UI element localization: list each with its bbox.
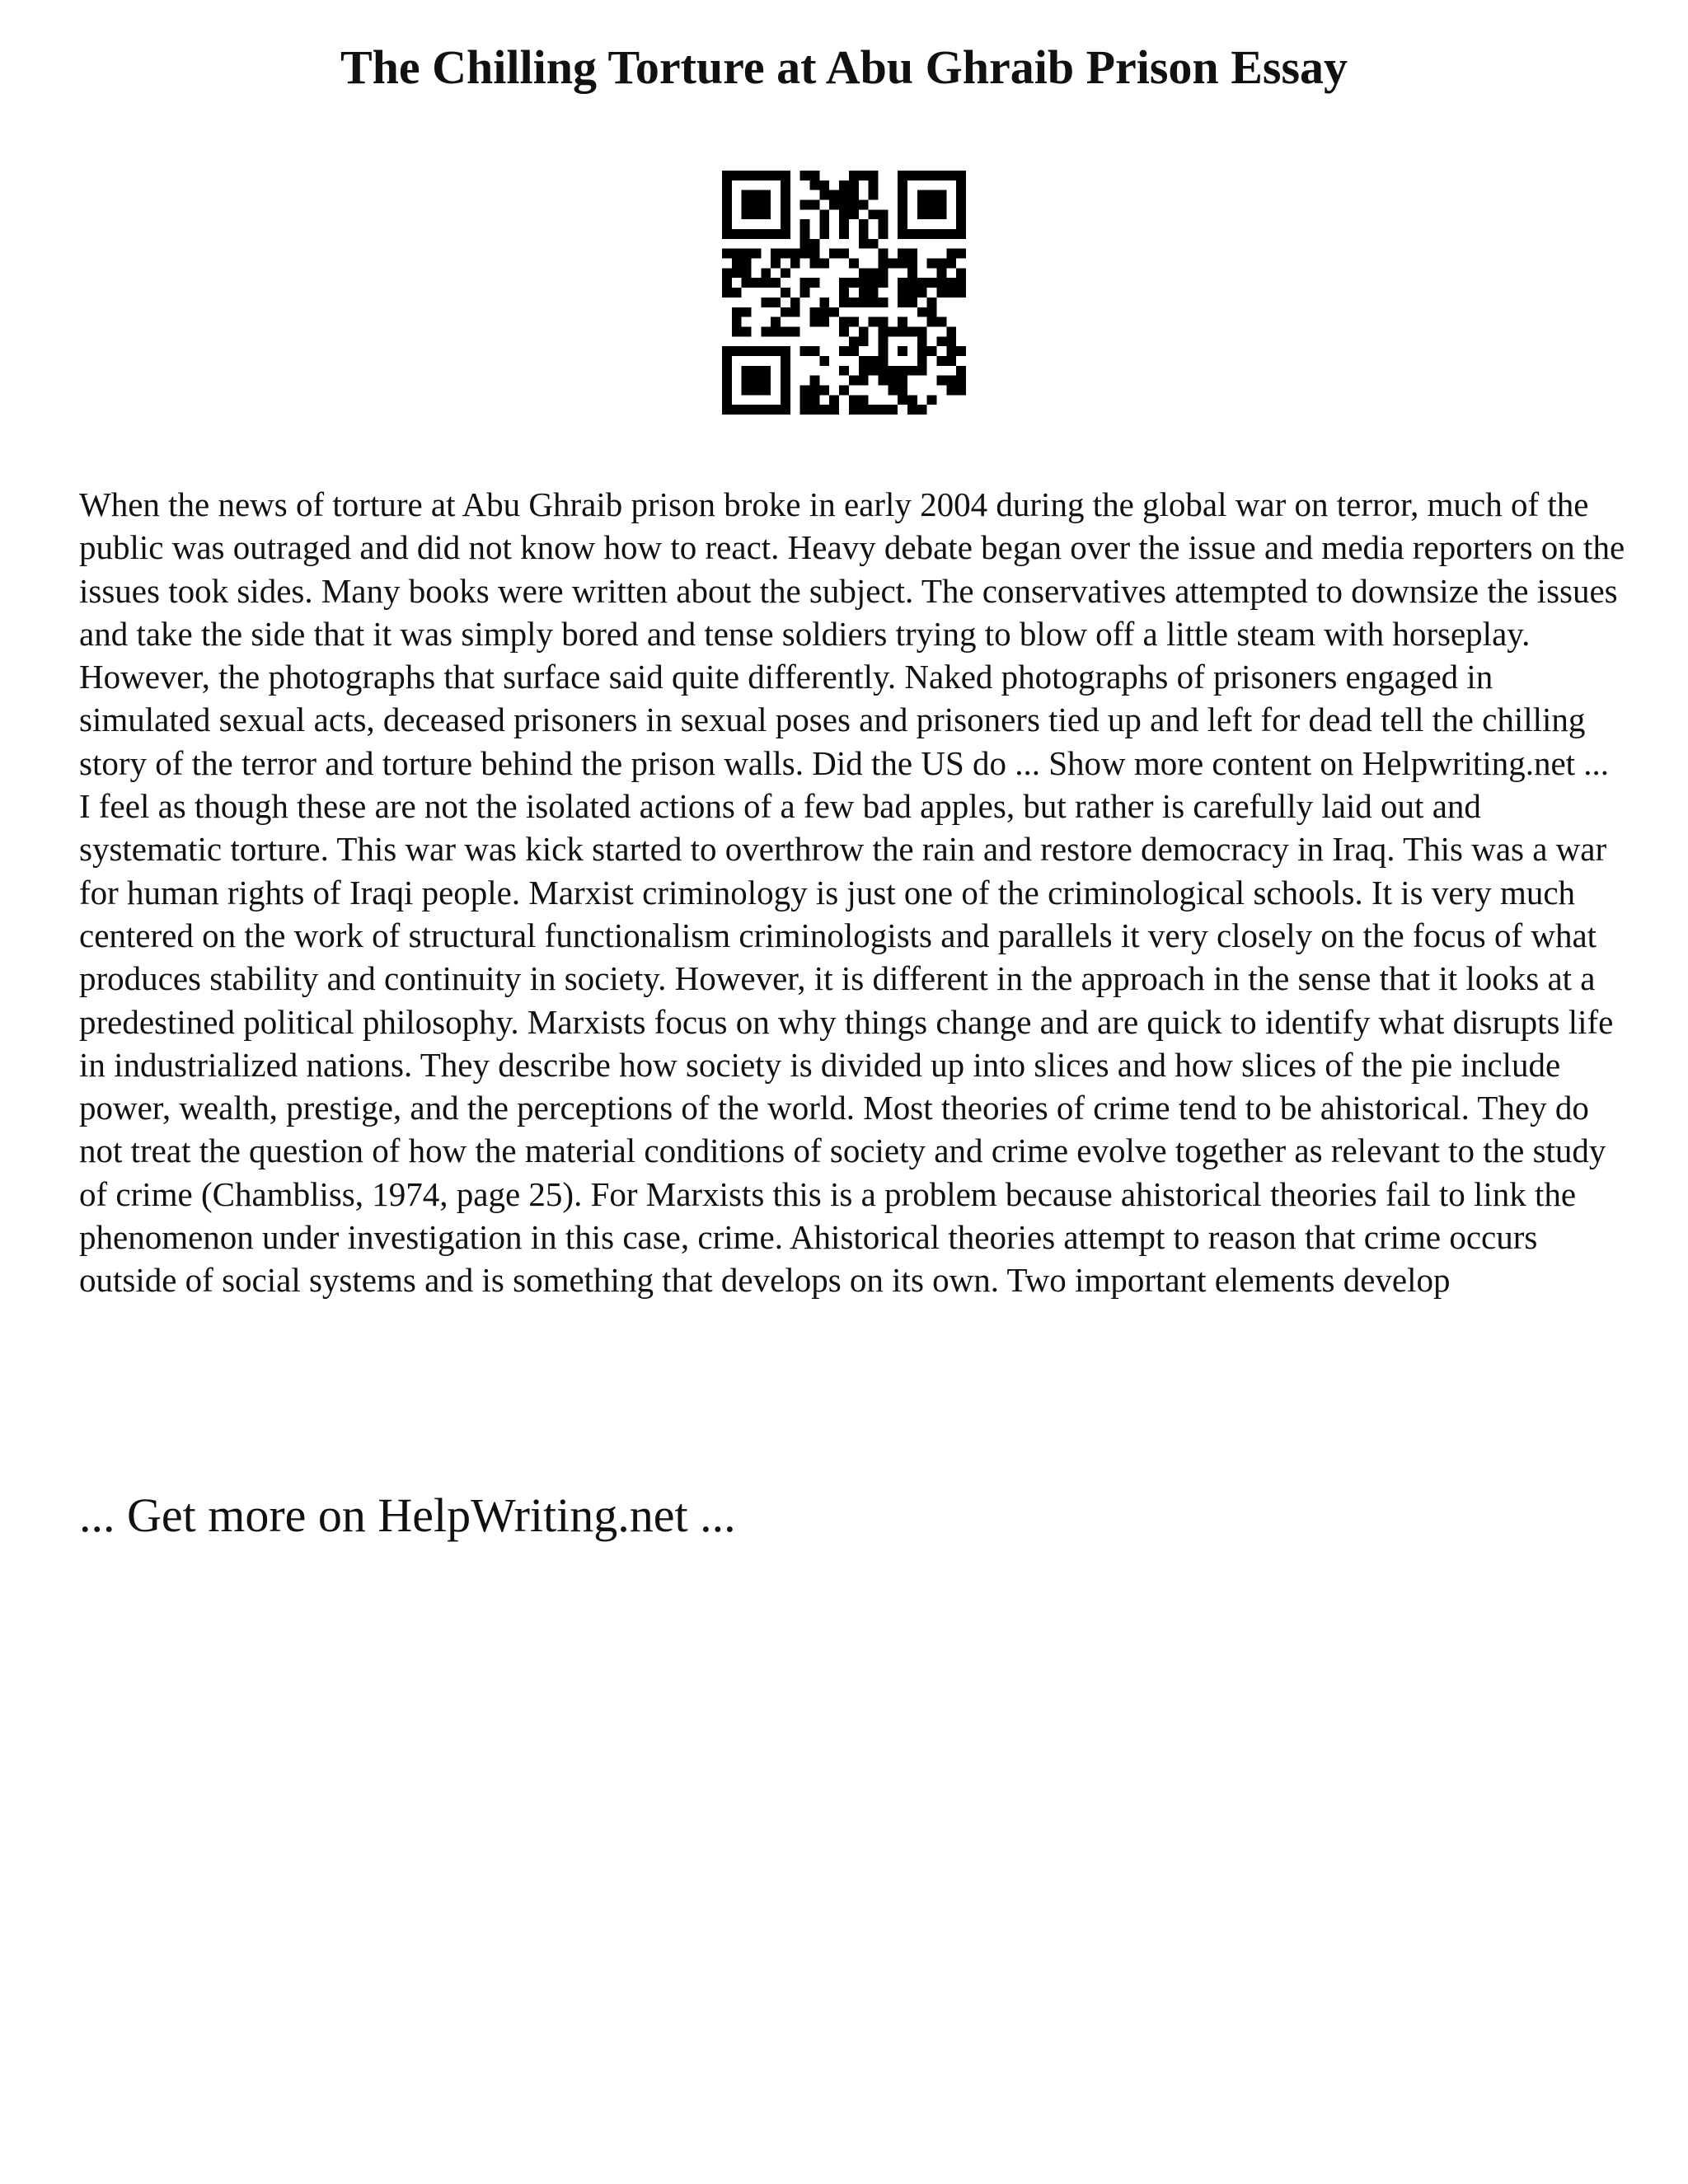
page-title: The Chilling Torture at Abu Ghraib Prison Essay [340,40,1348,94]
essay-paragraph-2: I feel as though these are not the isolated actions of a few bad apples, but rather is carefully laid out and systematic torture. This war was kick started to overthrow the rain and restore democracy in Iraq. This was a war for human rights of Iraqi people. Marxist criminology is just one of the criminological schools. It is very much centered on the work of structural functionalism criminologists and parallels it very closely on the focus of what produces stability and continuity in society. However, it is different in the approach in the sense that it looks at a predestined political philosophy. Marxists focus on why things change and are quick to identify what disrupts life in industrialized nations. They describe how society is divided up into slices and how slices of the pie include power, wealth, prestige, and the perceptions of the world. Most theories of crime tend to be ahistorical. They do not treat the question of how the material conditions of society and crime evolve together as relevant to the study of crime (Chambliss, 1974, page 25). For Marxists this is a problem because ahistorical theories fail to link the phenomenon under investigation in this case, crime. Ahistorical theories attempt to reason that crime occurs outside of social systems and is something that develops on its own. Two important elements develop [79,787,1614,1300]
essay-body [79,483,1629,1302]
qr-code-icon [722,171,966,415]
get-more-link[interactable]: ... Get more on HelpWriting.net ... [79,1488,736,1542]
essay-paragraph-1: When the news of torture at Abu Ghraib prison broke in early 2004 during the global war on terror, much of the public was outraged and did not know how to react. Heavy debate began over the issue and media reporters on the issues took sides. Many books were written about the subject. The conservatives attempted to downsize the issues and take the side that it was simply bored and tense soldiers trying to blow off a little steam with horseplay. However, the photographs that surface said quite differently. Naked photographs of prisoners engaged in simulated sexual acts, deceased prisoners in sexual poses and prisoners tied up and left for dead tell the chilling story of the terror and torture behind the prison walls. Did the US do ... Show more content on Helpwriting.net ... [79,485,1625,782]
